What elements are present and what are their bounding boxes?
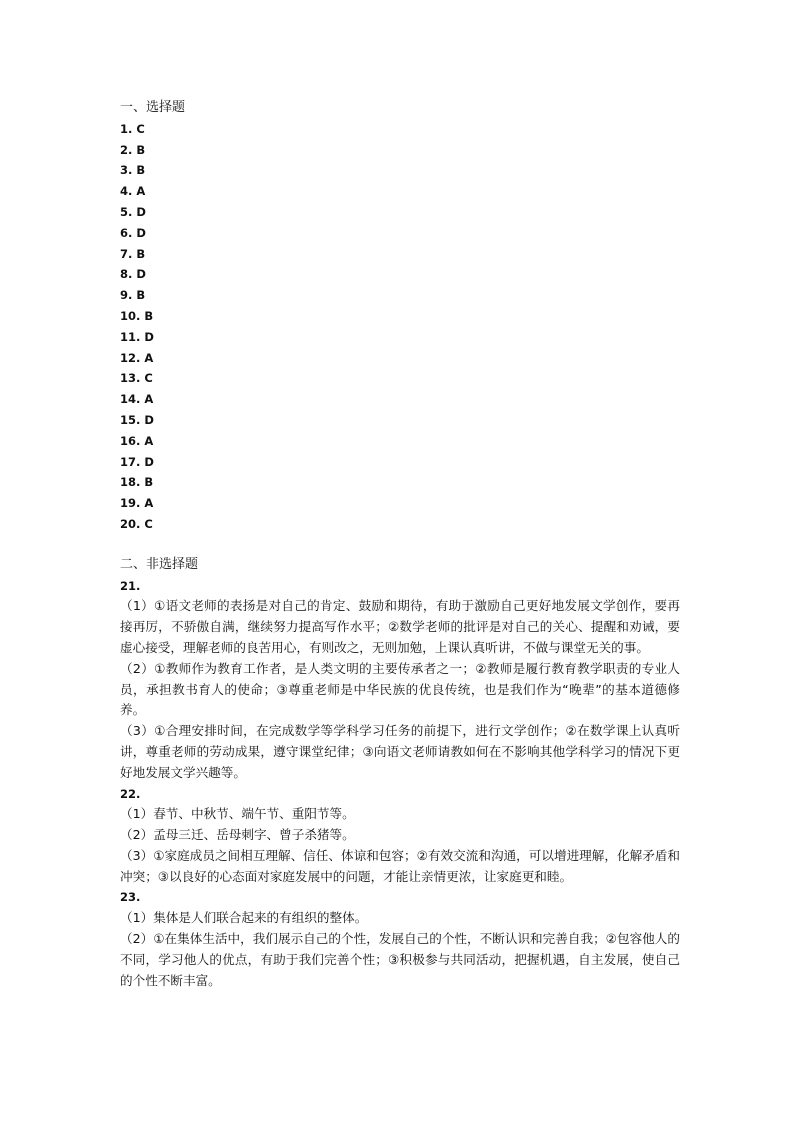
answer-item: 16. A [120, 433, 154, 448]
answer-item: 15. D [120, 412, 154, 427]
answer-item: 3. B [120, 163, 146, 178]
answer-item: 9. B [120, 288, 146, 303]
question-number-22: 22. [120, 786, 141, 801]
section-spacer [120, 535, 680, 555]
answer-paragraph: （3）①家庭成员之间相互理解、信任、体谅和包容；②有效交流和沟通，可以增进理解，化解矛盾和冲突；③以良好的心态面对家庭发展中的问题，才能让亲情更浓，让家庭更和睦。 [120, 847, 680, 884]
answer-paragraph: （2）孟母三迁、岳母刺字、曾子杀猪等。 [120, 827, 355, 843]
answer-sheet [120, 98, 680, 991]
answer-item: 8. D [120, 267, 146, 282]
section-title-choice: 一、选择题 [120, 100, 186, 115]
answer-item: 6. D [120, 225, 146, 240]
question-number-21: 21. [120, 578, 141, 593]
answer-item: 10. B [120, 308, 154, 323]
answer-item: 1. C [120, 121, 145, 136]
answer-item: 11. D [120, 329, 154, 344]
answer-item: 14. A [120, 392, 154, 407]
answer-paragraph: （1）①语文老师的表扬是对自己的肯定、鼓励和期待，有助于激励自己更好地发展文学创作，要再接再厉，不骄傲自满，继续努力提高写作水平；②数学老师的批评是对自己的关心、提醒和劝诫，要虚心接受，理解老师的良苦用心，有则改之，无则加勉，上课认真听讲，不做与课堂无关的事。 [120, 598, 680, 655]
answer-paragraph: （1）集体是人们联合起来的有组织的整体。 [120, 910, 368, 926]
answer-item: 17. D [120, 454, 154, 469]
answer-item: 2. B [120, 142, 146, 157]
question-number-23: 23. [120, 890, 141, 905]
answer-item: 20. C [120, 516, 153, 531]
answer-item: 13. C [120, 371, 153, 386]
answer-paragraph: （1）春节、中秋节、端午节、重阳节等。 [120, 806, 355, 822]
answer-paragraph: （2）①在集体生活中，我们展示自己的个性，发展自己的个性，不断认识和完善自我；②包容他人的不同，学习他人的优点，有助于我们完善个性；③积极参与共同活动，把握机遇，自主发展，使自己的个性不断丰富。 [120, 931, 680, 988]
answer-item: 12. A [120, 350, 154, 365]
answer-item: 5. D [120, 204, 146, 219]
answer-paragraph: （3）①合理安排时间，在完成数学等学科学习任务的前提下，进行文学创作；②在数学课上认真听讲，尊重老师的劳动成果，遵守课堂纪律；③向语文老师请教如何在不影响其他学科学习的情况下更好地发展文学兴趣等。 [120, 723, 680, 780]
answer-item: 7. B [120, 246, 146, 261]
answer-item: 18. B [120, 475, 154, 490]
answer-item: 4. A [120, 184, 146, 199]
answer-paragraph: （2）①教师作为教育工作者，是人类文明的主要传承者之一；②教师是履行教育教学职责的专业人员，承担教书育人的使命；③尊重老师是中华民族的优良传统，也是我们作为“晚辈”的基本道德修养。 [120, 660, 680, 718]
section-title-non-choice: 二、非选择题 [120, 556, 199, 572]
answer-item: 19. A [120, 496, 154, 511]
